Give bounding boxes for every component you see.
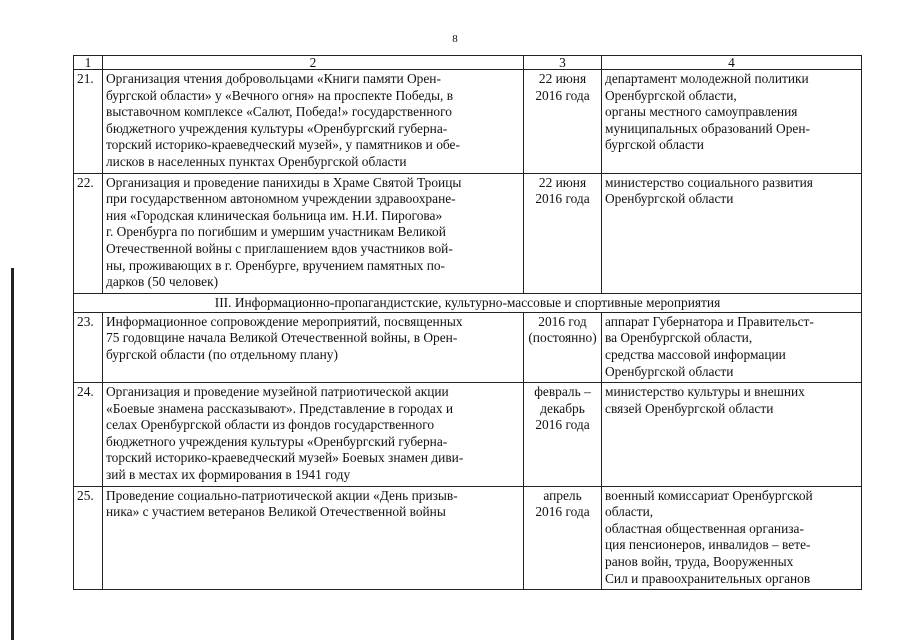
event-line: Проведение социально-патриотической акции «День призыв- [106, 487, 458, 503]
responsible-line: областная общественная организа- [605, 520, 804, 536]
event-line: «Боевые знамена рассказывают». Представление в городах и [106, 400, 454, 416]
event-description [103, 486, 524, 590]
event-line: Организация чтения добровольцами «Книги памяти Орен- [106, 71, 441, 86]
event-date [524, 173, 602, 293]
event-date [524, 486, 602, 590]
row-number: 22. [74, 173, 103, 293]
responsible-line: министерство культуры и внешних [605, 384, 805, 400]
responsible-line: ранов войн, труда, Вооруженных [605, 554, 794, 570]
page-number: 8 [452, 33, 458, 45]
event-line: 75 годовщине начала Великой Отечественной войны, в Орен- [106, 330, 458, 346]
date-line: 2016 год [538, 313, 587, 329]
date-line: (постоянно) [528, 330, 597, 346]
table-row [74, 312, 862, 382]
date-line: 2016 года [535, 87, 590, 103]
event-line: торский историко-краеведческий музей» Боевых знамен диви- [106, 450, 464, 466]
table-row [74, 70, 862, 174]
event-line: бургской области (по отдельному плану) [106, 346, 338, 362]
date-line: февраль – [534, 384, 591, 400]
date-line: 22 июня [538, 174, 587, 190]
responsible-line: Оренбургской области [605, 191, 734, 207]
responsible-line: бургской области [605, 137, 704, 153]
row-number: 24. [74, 383, 103, 487]
event-line: торский историко-краеведческий музей», у памятников и обе- [106, 137, 460, 153]
section-title: III. Информационно-пропагандистские, культурно-массовые и спортивные мероприятия [74, 293, 862, 312]
section-row [74, 293, 862, 312]
date-line: 2016 года [535, 504, 590, 520]
responsible-line: связей Оренбургской области [605, 400, 774, 416]
header-col-4: 4 [602, 56, 862, 70]
event-line: ника» с участием ветеранов Великой Отечественной войны [106, 504, 446, 520]
responsible-line: органы местного самоуправления [605, 104, 798, 120]
event-line: бургской области» у «Вечного огня» на проспекте Победы, в [106, 87, 454, 103]
table-row [74, 486, 862, 590]
row-number: 25. [74, 486, 103, 590]
responsible-line: муниципальных образований Орен- [605, 120, 810, 136]
responsible-line: средства массовой информации [605, 346, 786, 362]
event-description [103, 70, 524, 174]
responsible-line: области, [605, 504, 654, 520]
responsible-party [602, 486, 862, 590]
event-line: Организация и проведение панихиды в Храме Святой Троицы [106, 174, 462, 190]
row-number: 23. [74, 312, 103, 382]
event-description [103, 383, 524, 487]
event-date [524, 70, 602, 174]
responsible-line: военный комиссариат Оренбургской [605, 487, 813, 503]
responsible-line: Оренбургской области, [605, 87, 737, 103]
event-line: бюджетного учреждения культуры «Оренбургский губерна- [106, 433, 448, 449]
date-line: 2016 года [535, 191, 590, 207]
date-line: 22 июня [538, 71, 587, 86]
event-line: г. Оренбурга по погибшим и умершим участникам Великой [106, 224, 446, 240]
event-line: ния «Городская клиническая больница им. Н.И. Пирогова» [106, 207, 443, 223]
event-line: Информационное сопровождение мероприятий, посвященных [106, 313, 463, 329]
event-line: лисков в населенных пунктах Оренбургской области [106, 153, 407, 169]
event-description [103, 173, 524, 293]
responsible-party [602, 173, 862, 293]
row-number: 21. [74, 70, 103, 174]
event-line: ны, проживающих в г. Оренбурге, вручением памятных по- [106, 257, 446, 273]
responsible-line: аппарат Губернатора и Правительст- [605, 313, 814, 329]
date-line: апрель [543, 487, 582, 503]
event-date [524, 383, 602, 487]
responsible-party [602, 383, 862, 487]
responsible-line: ва Оренбургской области, [605, 330, 753, 346]
header-col-2: 2 [103, 56, 524, 70]
event-line: зий в местах их формирования в 1941 году [106, 467, 351, 483]
event-line: выставочном комплексе «Салют, Победа!» государственного [106, 104, 452, 120]
responsible-line: министерство социального развития [605, 174, 813, 190]
responsible-party [602, 70, 862, 174]
events-table [73, 55, 862, 590]
header-col-3: 3 [524, 56, 602, 70]
event-line: Отечественной войны с приглашением вдов участников вой- [106, 240, 453, 256]
event-line: селах Оренбургской области из фондов государственного [106, 417, 435, 433]
responsible-line: Оренбургской области [605, 363, 734, 379]
date-line: 2016 года [535, 417, 590, 433]
event-line: Организация и проведение музейной патриотической акции [106, 384, 449, 400]
table-row [74, 173, 862, 293]
event-date [524, 312, 602, 382]
event-line: при государственном автономном учреждении здравоохране- [106, 191, 456, 207]
responsible-line: ция пенсионеров, инвалидов – вете- [605, 537, 811, 553]
header-col-1: 1 [74, 56, 103, 70]
event-line: дарков (50 человек) [106, 274, 219, 290]
table-header-row [74, 56, 862, 70]
responsible-line: Сил и правоохранительных органов [605, 570, 811, 586]
date-line: декабрь [540, 400, 585, 416]
event-description [103, 312, 524, 382]
responsible-party [602, 312, 862, 382]
responsible-line: департамент молодежной политики [605, 71, 809, 86]
event-line: бюджетного учреждения культуры «Оренбургский губерна- [106, 120, 448, 136]
scan-margin-rule [11, 268, 14, 640]
table-row [74, 383, 862, 487]
